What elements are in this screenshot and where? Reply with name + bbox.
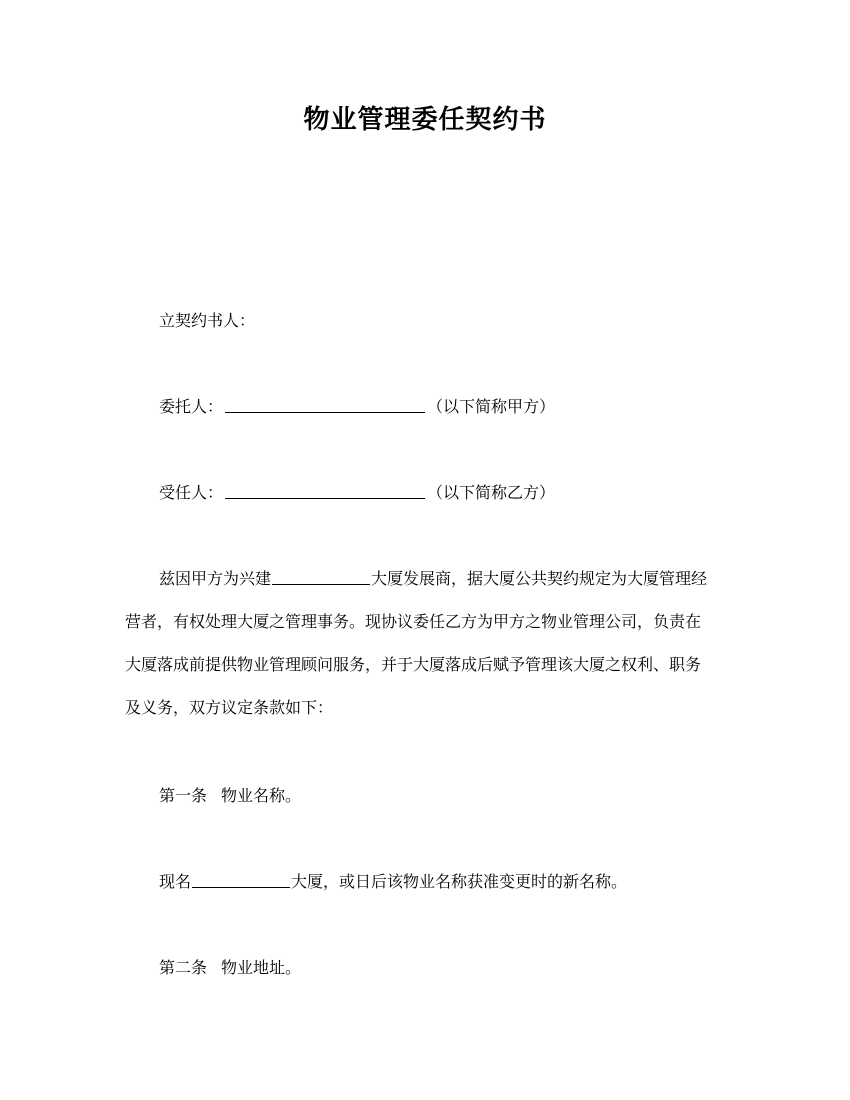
principal-label: 委托人： bbox=[159, 397, 224, 416]
property-name-blank-field[interactable] bbox=[192, 871, 290, 888]
preamble-line-3: 大厦落成前提供物业管理顾问服务，并于大厦落成后赋予管理该大厦之权利、职务 bbox=[125, 655, 702, 674]
preamble-line-1 bbox=[125, 557, 727, 600]
article1-number: 第一条 bbox=[159, 786, 208, 805]
article2-number: 第二条 bbox=[159, 958, 208, 977]
agent-line bbox=[159, 482, 555, 504]
article1-text-suffix: 大厦，或日后该物业名称获准变更时的新名称。 bbox=[291, 872, 628, 891]
preamble-line-2: 营者，有权处理大厦之管理事务。现协议委任乙方为甲方之物业管理公司，负责在 bbox=[125, 612, 702, 631]
principal-note: （以下简称甲方） bbox=[427, 397, 556, 416]
article1-body bbox=[159, 871, 627, 893]
document-title: 物业管理委任契约书 bbox=[303, 105, 547, 135]
preamble-line-4: 及义务，双方议定条款如下： bbox=[125, 698, 334, 717]
principal-blank-field[interactable] bbox=[225, 396, 425, 413]
article2-title: 物业地址。 bbox=[221, 958, 302, 977]
contractor-label bbox=[159, 310, 255, 332]
contractor-label-text: 立契约书人： bbox=[159, 311, 256, 330]
principal-line bbox=[159, 396, 555, 418]
agent-label: 受任人： bbox=[159, 483, 224, 502]
article1-text-prefix: 现名 bbox=[159, 872, 192, 891]
article1-title: 物业名称。 bbox=[221, 786, 302, 805]
agent-note: （以下简称乙方） bbox=[427, 483, 556, 502]
preamble-paragraph bbox=[125, 557, 727, 729]
building-name-blank-field[interactable] bbox=[272, 568, 370, 585]
preamble-part2: 大厦发展商，据大厦公共契约规定为大厦管理经 bbox=[371, 569, 708, 588]
article2-heading bbox=[159, 957, 301, 979]
preamble-part1: 兹因甲方为兴建 bbox=[159, 569, 272, 588]
article1-heading bbox=[159, 785, 301, 807]
agent-blank-field[interactable] bbox=[225, 482, 425, 499]
